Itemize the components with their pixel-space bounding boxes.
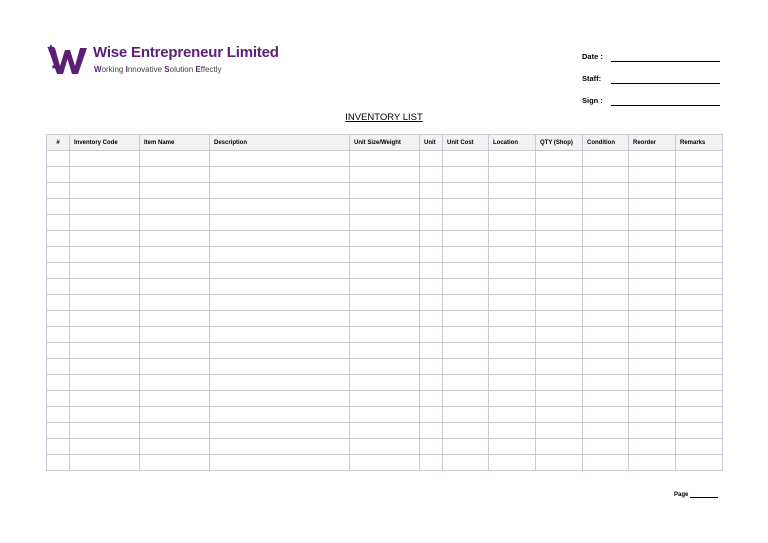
table-cell[interactable] <box>489 375 536 391</box>
table-cell[interactable] <box>350 391 420 407</box>
table-cell[interactable] <box>629 247 676 263</box>
table-cell[interactable] <box>70 279 140 295</box>
table-cell[interactable] <box>676 375 723 391</box>
table-cell[interactable] <box>140 423 210 439</box>
document-title: INVENTORY LIST <box>345 112 423 123</box>
table-cell[interactable] <box>583 183 629 199</box>
table-cell[interactable] <box>443 151 489 167</box>
table-cell[interactable] <box>583 423 629 439</box>
table-cell[interactable] <box>140 327 210 343</box>
table-cell[interactable] <box>629 375 676 391</box>
table-cell[interactable] <box>536 327 583 343</box>
table-cell[interactable] <box>350 295 420 311</box>
table-cell[interactable] <box>443 215 489 231</box>
table-cell[interactable] <box>210 439 350 455</box>
page-label: Page <box>674 492 689 498</box>
table-cell[interactable] <box>583 199 629 215</box>
table-cell[interactable] <box>210 151 350 167</box>
table-cell[interactable] <box>140 375 210 391</box>
table-cell[interactable] <box>583 247 629 263</box>
table-cell[interactable] <box>47 295 70 311</box>
table-cell[interactable] <box>536 263 583 279</box>
table-cell[interactable] <box>676 151 723 167</box>
table-cell[interactable] <box>47 375 70 391</box>
table-cell[interactable] <box>420 263 443 279</box>
column-header: Location <box>489 135 536 151</box>
table-cell[interactable] <box>420 311 443 327</box>
table-cell[interactable] <box>210 455 350 471</box>
table-cell[interactable] <box>629 455 676 471</box>
table-cell[interactable] <box>676 279 723 295</box>
table-cell[interactable] <box>47 327 70 343</box>
table-cell[interactable] <box>70 151 140 167</box>
table-header-row <box>47 135 723 151</box>
table-cell[interactable] <box>443 343 489 359</box>
table-cell[interactable] <box>140 311 210 327</box>
table-cell[interactable] <box>676 407 723 423</box>
table-cell[interactable] <box>70 215 140 231</box>
column-header: QTY (Shop) <box>536 135 583 151</box>
table-cell[interactable] <box>489 247 536 263</box>
table-cell[interactable] <box>489 151 536 167</box>
table-row <box>47 167 723 183</box>
table-cell[interactable] <box>70 327 140 343</box>
table-cell[interactable] <box>629 327 676 343</box>
table-cell[interactable] <box>70 167 140 183</box>
table-cell[interactable] <box>489 231 536 247</box>
table-cell[interactable] <box>350 439 420 455</box>
table-cell[interactable] <box>47 263 70 279</box>
table-cell[interactable] <box>629 359 676 375</box>
table-cell[interactable] <box>536 279 583 295</box>
table-cell[interactable] <box>47 199 70 215</box>
table-cell[interactable] <box>350 167 420 183</box>
table-cell[interactable] <box>140 407 210 423</box>
sign-line[interactable] <box>611 105 720 106</box>
table-cell[interactable] <box>489 359 536 375</box>
table-cell[interactable] <box>443 407 489 423</box>
table-cell[interactable] <box>350 359 420 375</box>
table-cell[interactable] <box>583 407 629 423</box>
table-cell[interactable] <box>629 215 676 231</box>
table-cell[interactable] <box>583 439 629 455</box>
table-cell[interactable] <box>629 263 676 279</box>
table-cell[interactable] <box>140 151 210 167</box>
table-cell[interactable] <box>210 359 350 375</box>
inventory-table <box>46 134 723 471</box>
table-cell[interactable] <box>583 295 629 311</box>
table-cell[interactable] <box>420 327 443 343</box>
table-cell[interactable] <box>350 423 420 439</box>
table-cell[interactable] <box>583 359 629 375</box>
table-cell[interactable] <box>629 151 676 167</box>
table-cell[interactable] <box>443 279 489 295</box>
table-cell[interactable] <box>140 183 210 199</box>
table-row <box>47 375 723 391</box>
column-header: Reorder <box>629 135 676 151</box>
table-row <box>47 263 723 279</box>
table-cell[interactable] <box>210 343 350 359</box>
table-cell[interactable] <box>350 247 420 263</box>
tagline-word: orking <box>101 65 126 74</box>
table-cell[interactable] <box>47 183 70 199</box>
table-cell[interactable] <box>47 215 70 231</box>
staff-field[interactable] <box>582 74 722 83</box>
table-row <box>47 247 723 263</box>
table-cell[interactable] <box>210 311 350 327</box>
table-cell[interactable] <box>210 407 350 423</box>
table-cell[interactable] <box>489 455 536 471</box>
table-cell[interactable] <box>536 295 583 311</box>
table-cell[interactable] <box>536 455 583 471</box>
table-row <box>47 439 723 455</box>
table-cell[interactable] <box>140 215 210 231</box>
table-row <box>47 295 723 311</box>
table-cell[interactable] <box>420 455 443 471</box>
table-cell[interactable] <box>676 263 723 279</box>
table-row <box>47 199 723 215</box>
table-cell[interactable] <box>420 295 443 311</box>
table-cell[interactable] <box>350 407 420 423</box>
table-cell[interactable] <box>420 391 443 407</box>
table-cell[interactable] <box>420 279 443 295</box>
table-cell[interactable] <box>70 199 140 215</box>
date-label: Date : <box>582 52 603 61</box>
table-cell[interactable] <box>140 359 210 375</box>
table-cell[interactable] <box>140 455 210 471</box>
table-cell[interactable] <box>489 279 536 295</box>
table-cell[interactable] <box>70 391 140 407</box>
table-cell[interactable] <box>210 183 350 199</box>
table-cell[interactable] <box>676 167 723 183</box>
table-cell[interactable] <box>536 199 583 215</box>
table-cell[interactable] <box>47 311 70 327</box>
table-cell[interactable] <box>676 183 723 199</box>
table-row <box>47 391 723 407</box>
tagline-initial: I <box>125 65 128 74</box>
table-cell[interactable] <box>47 151 70 167</box>
column-header: # <box>47 135 70 151</box>
table-cell[interactable] <box>210 391 350 407</box>
table-row <box>47 183 723 199</box>
table-cell[interactable] <box>350 343 420 359</box>
table-cell[interactable] <box>443 391 489 407</box>
tagline-initial: W <box>94 65 102 74</box>
table-cell[interactable] <box>489 327 536 343</box>
table-cell[interactable] <box>70 455 140 471</box>
table-cell[interactable] <box>210 327 350 343</box>
table-cell[interactable] <box>676 247 723 263</box>
table-cell[interactable] <box>47 423 70 439</box>
table-cell[interactable] <box>536 151 583 167</box>
table-cell[interactable] <box>489 215 536 231</box>
table-cell[interactable] <box>443 359 489 375</box>
tagline-word: nnovative <box>127 65 165 74</box>
table-cell[interactable] <box>140 167 210 183</box>
table-cell[interactable] <box>443 439 489 455</box>
column-header: Condition <box>583 135 629 151</box>
table-cell[interactable] <box>489 199 536 215</box>
table-cell[interactable] <box>443 455 489 471</box>
table-cell[interactable] <box>536 311 583 327</box>
page-number-field <box>674 492 718 498</box>
table-cell[interactable] <box>536 407 583 423</box>
table-row <box>47 151 723 167</box>
table-cell[interactable] <box>47 391 70 407</box>
table-cell[interactable] <box>210 295 350 311</box>
table-cell[interactable] <box>420 359 443 375</box>
table-cell[interactable] <box>210 167 350 183</box>
table-row <box>47 215 723 231</box>
company-name: Wise Entrepreneur Limited <box>93 44 279 61</box>
table-cell[interactable] <box>70 231 140 247</box>
table-cell[interactable] <box>583 455 629 471</box>
table-cell[interactable] <box>489 295 536 311</box>
table-cell[interactable] <box>420 407 443 423</box>
table-row <box>47 407 723 423</box>
table-cell[interactable] <box>420 343 443 359</box>
table-cell[interactable] <box>583 375 629 391</box>
table-cell[interactable] <box>350 151 420 167</box>
table-cell[interactable] <box>420 167 443 183</box>
table-cell[interactable] <box>676 439 723 455</box>
table-cell[interactable] <box>583 151 629 167</box>
table-cell[interactable] <box>140 343 210 359</box>
table-cell[interactable] <box>350 199 420 215</box>
table-cell[interactable] <box>420 183 443 199</box>
table-cell[interactable] <box>629 439 676 455</box>
column-header: Description <box>210 135 350 151</box>
table-cell[interactable] <box>443 199 489 215</box>
table-cell[interactable] <box>70 359 140 375</box>
table-cell[interactable] <box>420 423 443 439</box>
table-cell[interactable] <box>350 231 420 247</box>
table-row <box>47 311 723 327</box>
table-cell[interactable] <box>583 215 629 231</box>
table-cell[interactable] <box>536 231 583 247</box>
table-row <box>47 423 723 439</box>
table-cell[interactable] <box>70 343 140 359</box>
page-number-line[interactable] <box>690 497 718 498</box>
table-cell[interactable] <box>70 423 140 439</box>
table-cell[interactable] <box>47 167 70 183</box>
column-header: Item Name <box>140 135 210 151</box>
sign-label: Sign : <box>582 96 603 105</box>
date-field[interactable] <box>582 52 722 61</box>
table-cell[interactable] <box>70 407 140 423</box>
table-cell[interactable] <box>350 327 420 343</box>
table-cell[interactable] <box>676 359 723 375</box>
table-cell[interactable] <box>489 423 536 439</box>
table-cell[interactable] <box>350 263 420 279</box>
table-cell[interactable] <box>443 183 489 199</box>
table-body <box>47 151 723 471</box>
table-cell[interactable] <box>47 343 70 359</box>
table-cell[interactable] <box>443 311 489 327</box>
column-header: Unit <box>420 135 443 151</box>
table-cell[interactable] <box>443 423 489 439</box>
tagline-word: ffectly <box>200 65 222 74</box>
table-cell[interactable] <box>210 263 350 279</box>
table-cell[interactable] <box>676 343 723 359</box>
table-cell[interactable] <box>210 215 350 231</box>
table-cell[interactable] <box>70 311 140 327</box>
table-cell[interactable] <box>489 343 536 359</box>
column-header: Remarks <box>676 135 723 151</box>
table-cell[interactable] <box>140 279 210 295</box>
table-cell[interactable] <box>210 279 350 295</box>
table-cell[interactable] <box>489 183 536 199</box>
table-cell[interactable] <box>443 231 489 247</box>
table-cell[interactable] <box>629 167 676 183</box>
table-cell[interactable] <box>420 215 443 231</box>
table-cell[interactable] <box>489 263 536 279</box>
table-cell[interactable] <box>629 423 676 439</box>
table-cell[interactable] <box>489 167 536 183</box>
table-cell[interactable] <box>210 199 350 215</box>
column-header: Inventory Code <box>70 135 140 151</box>
table-cell[interactable] <box>489 407 536 423</box>
table-cell[interactable] <box>583 343 629 359</box>
table-cell[interactable] <box>47 407 70 423</box>
table-cell[interactable] <box>629 295 676 311</box>
table-cell[interactable] <box>210 423 350 439</box>
table-cell[interactable] <box>210 247 350 263</box>
table-cell[interactable] <box>629 279 676 295</box>
table-cell[interactable] <box>536 391 583 407</box>
table-cell[interactable] <box>47 231 70 247</box>
table-cell[interactable] <box>629 311 676 327</box>
table-cell[interactable] <box>420 375 443 391</box>
table-cell[interactable] <box>676 199 723 215</box>
table-cell[interactable] <box>583 311 629 327</box>
table-cell[interactable] <box>140 263 210 279</box>
table-cell[interactable] <box>629 343 676 359</box>
table-cell[interactable] <box>583 231 629 247</box>
table-cell[interactable] <box>583 391 629 407</box>
table-cell[interactable] <box>676 215 723 231</box>
tagline-initial: S <box>164 65 170 74</box>
staff-line[interactable] <box>611 83 720 84</box>
tagline-initial: E <box>195 65 201 74</box>
table-cell[interactable] <box>210 231 350 247</box>
table-cell[interactable] <box>583 167 629 183</box>
table-cell[interactable] <box>47 279 70 295</box>
table-cell[interactable] <box>47 439 70 455</box>
company-tagline <box>94 65 222 74</box>
table-cell[interactable] <box>629 199 676 215</box>
table-cell[interactable] <box>583 263 629 279</box>
table-cell[interactable] <box>47 359 70 375</box>
staff-label: Staff: <box>582 74 602 83</box>
column-header: Unit Size/Weight <box>350 135 420 151</box>
table-cell[interactable] <box>536 247 583 263</box>
table-row <box>47 343 723 359</box>
table-cell[interactable] <box>676 231 723 247</box>
table-cell[interactable] <box>420 231 443 247</box>
table-cell[interactable] <box>443 247 489 263</box>
table-cell[interactable] <box>629 407 676 423</box>
table-cell[interactable] <box>350 311 420 327</box>
table-cell[interactable] <box>70 375 140 391</box>
company-logo <box>46 44 88 76</box>
table-cell[interactable] <box>676 423 723 439</box>
table-cell[interactable] <box>70 247 140 263</box>
table-cell[interactable] <box>350 279 420 295</box>
column-header: Unit Cost <box>443 135 489 151</box>
table-cell[interactable] <box>583 327 629 343</box>
sign-field[interactable] <box>582 96 722 105</box>
table-cell[interactable] <box>350 215 420 231</box>
table-cell[interactable] <box>536 215 583 231</box>
table-cell[interactable] <box>350 455 420 471</box>
table-cell[interactable] <box>536 183 583 199</box>
table-cell[interactable] <box>140 199 210 215</box>
table-cell[interactable] <box>676 391 723 407</box>
table-cell[interactable] <box>70 183 140 199</box>
table-cell[interactable] <box>536 375 583 391</box>
table-cell[interactable] <box>676 311 723 327</box>
table-cell[interactable] <box>583 279 629 295</box>
table-cell[interactable] <box>140 391 210 407</box>
table-cell[interactable] <box>443 263 489 279</box>
table-cell[interactable] <box>676 295 723 311</box>
table-cell[interactable] <box>443 375 489 391</box>
table-cell[interactable] <box>489 391 536 407</box>
table-cell[interactable] <box>350 183 420 199</box>
table-cell[interactable] <box>536 439 583 455</box>
table-row <box>47 359 723 375</box>
table-cell[interactable] <box>489 439 536 455</box>
table-cell[interactable] <box>210 375 350 391</box>
date-line[interactable] <box>611 61 720 62</box>
table-row <box>47 455 723 471</box>
table-cell[interactable] <box>420 199 443 215</box>
table-row <box>47 231 723 247</box>
table-cell[interactable] <box>70 263 140 279</box>
table-cell[interactable] <box>420 439 443 455</box>
table-cell[interactable] <box>350 375 420 391</box>
table-cell[interactable] <box>443 167 489 183</box>
table-cell[interactable] <box>420 151 443 167</box>
table-cell[interactable] <box>676 327 723 343</box>
table-cell[interactable] <box>489 311 536 327</box>
table-cell[interactable] <box>443 295 489 311</box>
table-cell[interactable] <box>140 295 210 311</box>
table-cell[interactable] <box>676 455 723 471</box>
table-cell[interactable] <box>70 295 140 311</box>
table-cell[interactable] <box>629 231 676 247</box>
table-cell[interactable] <box>629 391 676 407</box>
table-cell[interactable] <box>629 183 676 199</box>
table-cell[interactable] <box>420 247 443 263</box>
tagline-word: olution <box>169 65 196 74</box>
table-cell[interactable] <box>70 439 140 455</box>
table-row <box>47 279 723 295</box>
table-cell[interactable] <box>140 231 210 247</box>
table-cell[interactable] <box>536 167 583 183</box>
table-cell[interactable] <box>536 343 583 359</box>
table-cell[interactable] <box>443 327 489 343</box>
table-cell[interactable] <box>140 439 210 455</box>
table-cell[interactable] <box>536 423 583 439</box>
table-cell[interactable] <box>47 455 70 471</box>
table-cell[interactable] <box>47 247 70 263</box>
table-cell[interactable] <box>140 247 210 263</box>
table-cell[interactable] <box>536 359 583 375</box>
table-row <box>47 327 723 343</box>
